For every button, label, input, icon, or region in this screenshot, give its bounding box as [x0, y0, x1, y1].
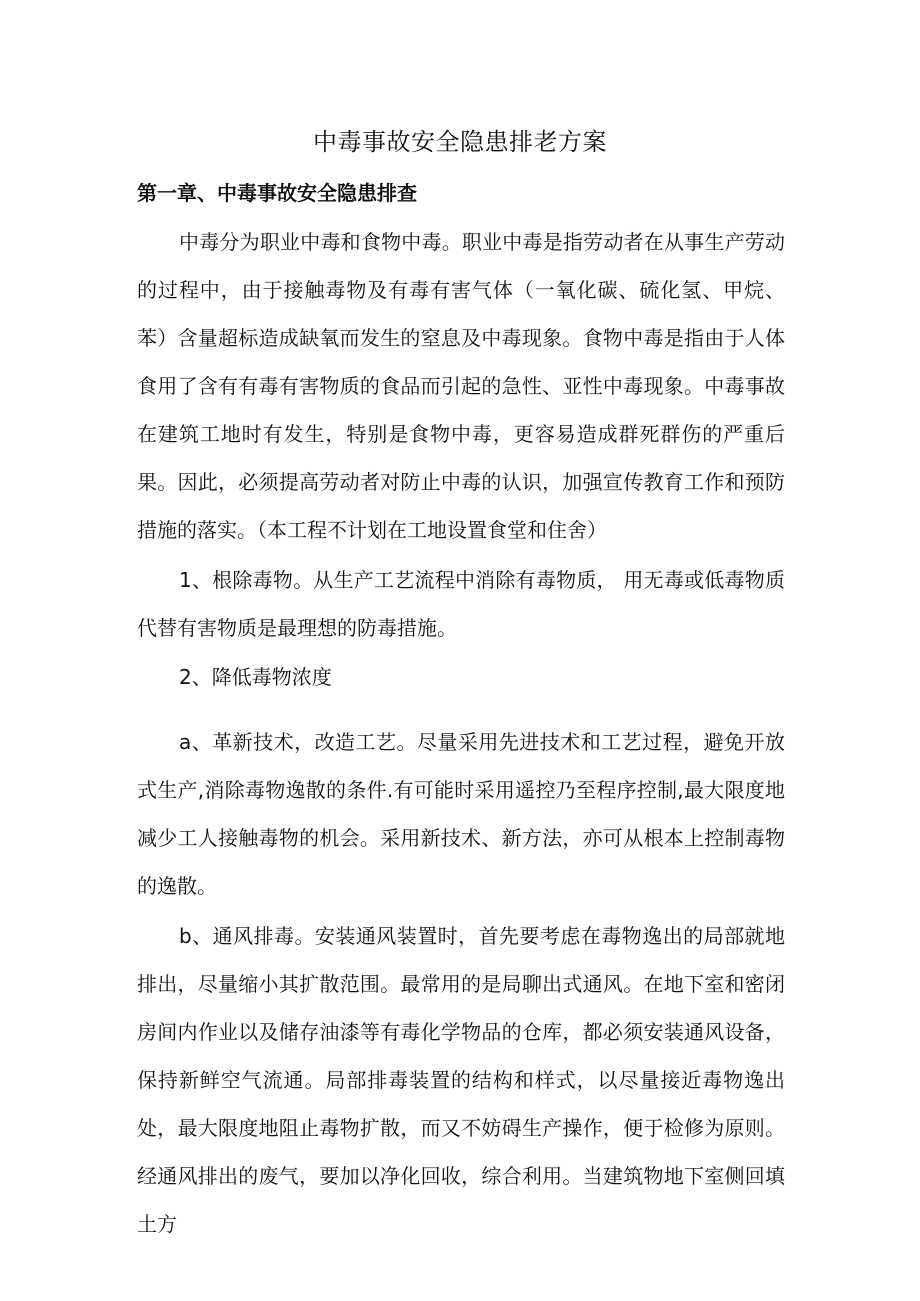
paragraph-item-2: 2、降低毒物浓度	[179, 665, 332, 689]
chapter-heading: 第一章、中毒事故安全隐患排查	[137, 181, 417, 205]
document-title: 中毒事故安全隐患排老方案	[313, 128, 607, 156]
paragraph-intro: 中毒分为职业中毒和食物中毒。职业中毒是指劳动者在从事生产劳动的过程中，由于接触毒物及有毒有害气体（一氧化碳、硫化氢、甲烷、苯）含量超标造成缺氧而发生的窒息及中毒现象。食物中毒是指由于人体食用了含有有毒有害物质的食品而引起的急性、亚性中毒现象。中毒事故在建筑工地时有发生，特别是食物中毒，更容易造成群死群伤的严重后果。因此，必须提高劳动者对防止中毒的认识，加强宣传教育工作和预防措施的落实。（本工程不计划在工地设置食堂和住舍）	[137, 230, 785, 542]
paragraph-item-a: a、革新技术，改造工艺。尽量采用先进技术和工艺过程，避免开放式生产,消除毒物逸散的条件.有可能时采用遥控乃至程序控制,最大限度地减少工人接触毒物的机会。采用新技术、新方法，亦可从根本上控制毒物的逸散。	[137, 730, 785, 898]
paragraph-item-b: b、通风排毒。安装通风装置时，首先要考虑在毒物逸出的局部就地排出，尽量缩小其扩散范围。最常用的是局聊出式通风。在地下室和密闭房间内作业以及储存油漆等有毒化学物品的仓库，都必须安装通风设备，保持新鲜空气流通。局部排毒装置的结构和样式，以尽量接近毒物逸出处，最大限度地阻止毒物扩散，而又不妨碍生产操作，便于检修为原则。经通风排出的废气，要加以净化回收，综合利用。当建筑物地下室侧回填土方	[137, 924, 785, 1236]
paragraph-item-1: 1、根除毒物。从生产工艺流程中消除有毒物质， 用无毒或低毒物质代替有害物质是最理想的防毒措施。	[137, 568, 785, 640]
